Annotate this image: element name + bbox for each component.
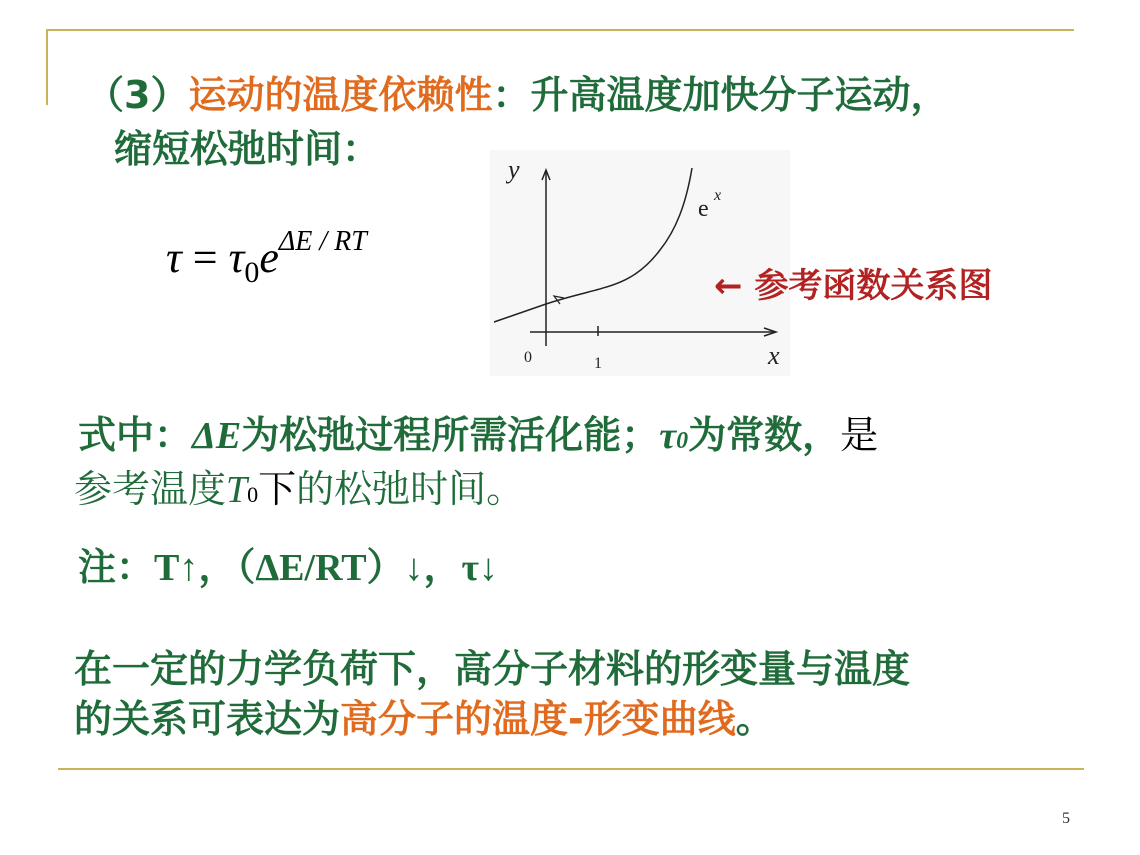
top-border-rule <box>46 29 1074 31</box>
formula-lhs: τ <box>166 233 182 282</box>
left-border-rule <box>46 29 48 105</box>
formula-equals: = <box>181 233 229 282</box>
conclusion-text-2b: 。 <box>735 697 774 741</box>
tick-label-1: 1 <box>594 355 602 372</box>
page-number: 5 <box>1062 810 1070 827</box>
definition-line-1 <box>78 404 878 459</box>
conclusion-line-1 <box>74 638 910 693</box>
definition-T-sub: 0 <box>247 482 259 507</box>
curve-label: e <box>698 196 709 222</box>
formula-subscript: 0 <box>244 256 260 289</box>
definition-symbol-tau-sub: 0 <box>676 428 689 454</box>
definition-text-2: 为常数， <box>688 413 841 457</box>
formula-tau: τ <box>228 233 245 282</box>
note-line <box>78 536 498 591</box>
reference-label <box>714 258 992 307</box>
bottom-border-rule <box>58 768 1084 770</box>
heading-prefix: （3） <box>86 73 189 117</box>
definition-text-1: 为松弛过程所需活化能； <box>241 413 660 457</box>
definition-symbol-tau: τ <box>659 415 677 457</box>
conclusion-highlight: 高分子的温度-形变曲线 <box>340 697 736 741</box>
conclusion-line-2 <box>74 688 774 743</box>
definition-line2-b: 下 <box>258 467 297 511</box>
relaxation-formula <box>166 226 367 290</box>
reference-text: 参考函数关系图 <box>754 266 993 306</box>
left-arrow-icon: ← <box>714 266 743 306</box>
definition-T: T <box>226 469 248 511</box>
heading-line-2 <box>114 118 380 173</box>
x-axis-label: x <box>768 341 780 370</box>
heading-text-1: ：升高温度加快分子运动， <box>492 73 949 117</box>
curve-label-exponent: x <box>714 187 722 204</box>
heading-text-2: 缩短松弛时间： <box>114 127 381 171</box>
definition-symbol-e: ΔE <box>192 415 242 457</box>
heading-topic: 运动的温度依赖性 <box>188 73 493 117</box>
origin-label: 0 <box>524 349 532 366</box>
formula-base: e <box>259 233 279 282</box>
definition-text-3: 是 <box>840 413 879 457</box>
definition-lead: 式中： <box>78 413 193 457</box>
definition-line2-c: 的松弛时间。 <box>296 467 525 511</box>
definition-line2-a: 参考温度 <box>74 467 227 511</box>
heading-line-1 <box>86 64 948 119</box>
y-axis-label: y <box>508 155 520 184</box>
conclusion-text-1: 在一定的力学负荷下，高分子材料的形变量与温度 <box>74 647 911 691</box>
definition-line-2 <box>74 458 524 513</box>
note-lead: 注： <box>78 545 155 589</box>
formula-exponent: ΔE / RT <box>278 226 367 257</box>
note-text: T↑，（ΔE/RT）↓，τ↓ <box>154 547 499 589</box>
conclusion-text-2a: 的关系可表达为 <box>74 697 341 741</box>
